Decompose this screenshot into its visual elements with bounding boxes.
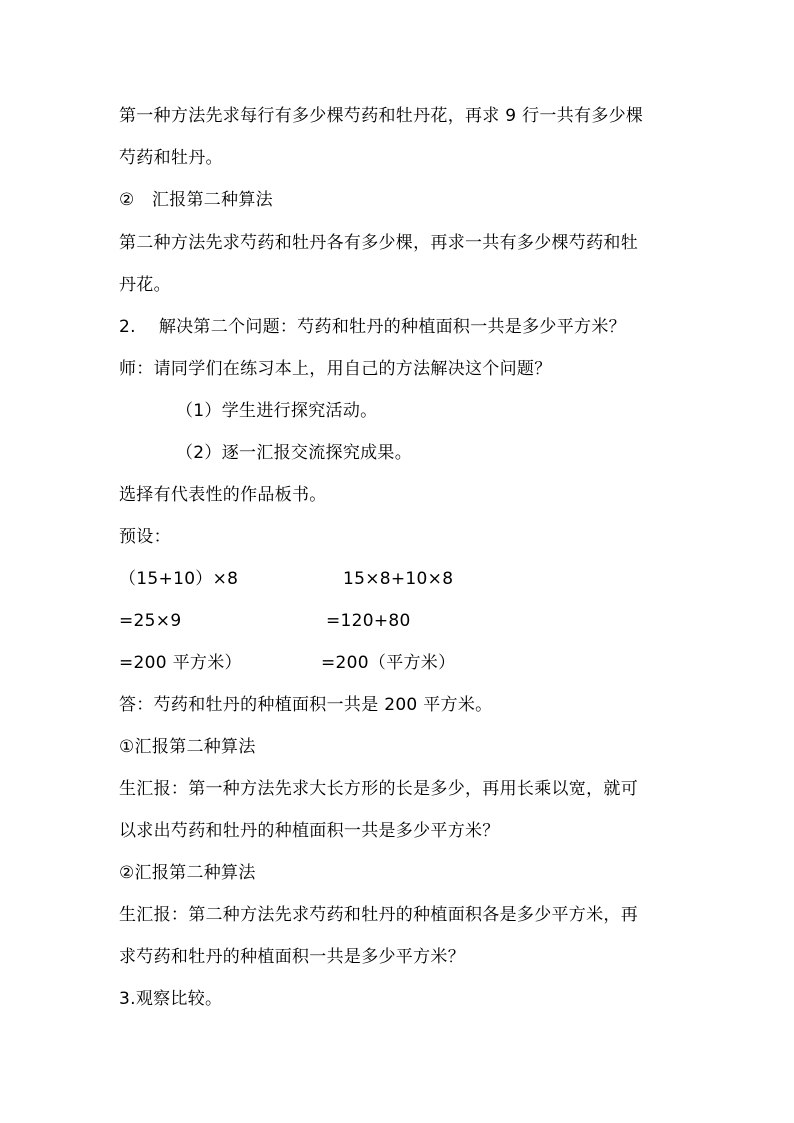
formula-row-1 <box>119 567 454 591</box>
paragraph-method-two-cont: 丹花。 <box>119 275 171 295</box>
paragraph-method-one: 第一种方法先求每行有多少棵芍药和牡丹花，再求 9 行一共有多少棵 <box>119 106 644 126</box>
formula-1-step-3: =200 平方米） <box>119 653 242 673</box>
formula-1-step-1: （15+10）×8 <box>119 569 239 589</box>
formula-2-step-1: 15×8+10×8 <box>343 569 454 589</box>
formula-row-3 <box>119 651 456 675</box>
heading-problem-two: 2. 解决第二个问题：芍药和牡丹的种植面积一共是多少平方米？ <box>119 317 626 337</box>
formula-1-step-2: =25×9 <box>119 611 182 631</box>
step-two: （2）逐一汇报交流探究成果。 <box>176 443 413 463</box>
heading-report-method-a: ①汇报第二种算法 <box>119 737 256 757</box>
formula-row-2 <box>119 609 411 633</box>
student-report-one: 生汇报：第一种方法先求大长方形的长是多少，再用长乘以宽，就可 <box>119 779 638 799</box>
student-report-two-cont: 求芍药和牡丹的种植面积一共是多少平方米？ <box>119 947 465 967</box>
heading-report-method-b: ②汇报第二种算法 <box>119 863 256 883</box>
student-report-two: 生汇报：第二种方法先求芍药和牡丹的种植面积各是多少平方米，再 <box>119 905 638 925</box>
label-preset: 预设： <box>119 527 171 547</box>
formula-2-step-3: =200（平方米） <box>321 653 456 673</box>
formula-2-step-2: =120+80 <box>326 611 411 631</box>
paragraph-select-works: 选择有代表性的作品板书。 <box>119 485 327 505</box>
paragraph-method-one-cont: 芍药和牡丹。 <box>119 148 223 168</box>
heading-report-second-method: ② 汇报第二种算法 <box>119 190 273 210</box>
answer: 答：芍药和牡丹的种植面积一共是 200 平方米。 <box>119 695 493 715</box>
heading-observe-compare: 3.观察比较。 <box>119 989 223 1009</box>
student-report-one-cont: 以求出芍药和牡丹的种植面积一共是多少平方米？ <box>119 821 500 841</box>
step-one: （1）学生进行探究活动。 <box>176 401 378 421</box>
paragraph-method-two: 第二种方法先求芍药和牡丹各有多少棵，再求一共有多少棵芍药和牡 <box>119 233 638 253</box>
teacher-instruction: 师：请同学们在练习本上，用自己的方法解决这个问题？ <box>119 359 552 379</box>
